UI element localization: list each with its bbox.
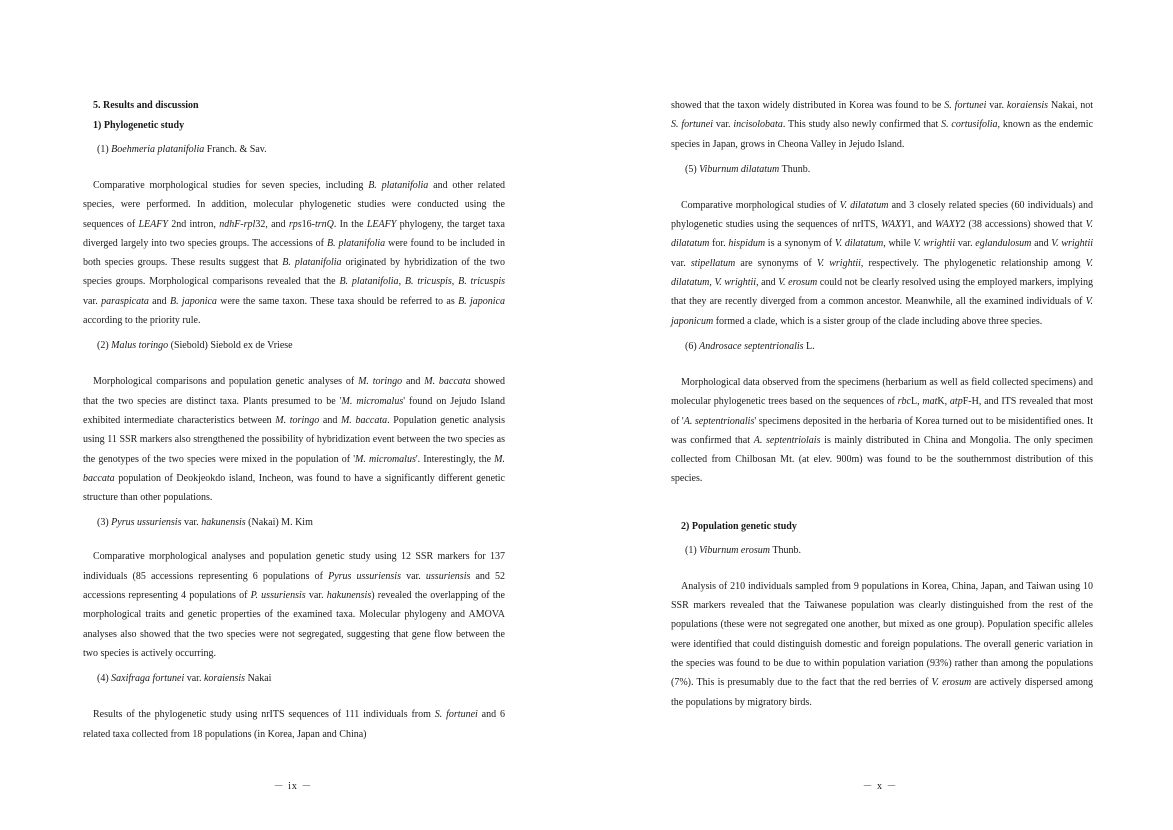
page-number-right: － x －	[862, 781, 898, 792]
item-heading-4: (4) Saxifraga fortunei var. koraiensis Nakai	[97, 673, 272, 685]
item-paragraph-6: Morphological data observed from the specimens (herbarium as well as field collected specimens) and molecular phylogenetic trees based on the sequences of rbcL, matK, atpF-H, and ITS revealed that most of 'A. septentrionalis' specimens deposited in the herbaria of Korea turned out to be misidentified ones. It was confirmed that A. septentriolais is mainly distributed in China and Mongolia. The only specimen collected from Chilbosan Mt. (at elev. 900m) was found to be the southernmost distribution of this species.	[671, 376, 1093, 485]
section-title: 5. Results and discussion	[93, 100, 199, 111]
left-column	[83, 96, 505, 744]
left-page	[0, 0, 586, 830]
item-heading-5: (5) Viburnum dilatatum Thunb.	[685, 163, 811, 175]
item-paragraph-3: Comparative morphological analyses and population genetic study using 12 SSR markers for 137 individuals (85 accessions representing 6 populations of Pyrus ussuriensis var. ussuriensis and 52 accessions representing 4 populations of P. ussuriensis var. hakunensis) revealed the overlapping of the morphological traits and genetic properties of the examined taxa. Molecular phylogeny and AMOVA analyses also showed that the two species were not segregated, suggesting that gene flow between the two species is actively occurring.	[83, 551, 505, 659]
item-heading-6: (6) Androsace septentrionalis L.	[685, 340, 815, 352]
right-column	[671, 96, 1093, 712]
continuation-paragraph: showed that the taxon widely distributed in Korea was found to be S. fortunei var. koraiensis Nakai, not S. fortunei var. incisolobata. This study also newly confirmed that S. cortusifolia, known as the endemic species in Japan, grows in Cheona Valley in Jejudo Island.	[671, 100, 1094, 150]
subsection-title: 1) Phylogenetic study	[93, 120, 185, 131]
item-paragraph-4: Results of the phylogenetic study using nrITS sequences of 111 individuals from S. fortunei and 6 related taxa collected from 18 populations (in Korea, Japan and China)	[83, 709, 505, 740]
item-paragraph-1: Comparative morphological studies for seven species, including B. platanifolia and other related species, were performed. In addition, molecular phylogenetic studies were conducted using the sequences of LEAFY 2nd intron, ndhF-rpl32, and rps16-trnQ. In the LEAFY phylogeny, the target taxa diverged largely into two species groups. The accessions of B. platanifolia were found to be included in both species groups. These results suggest that B. platanifolia originated by hybridization of the two species groups. Morphological comparisons revealed that the B. platanifolia, B. tricuspis, B. tricuspis var. paraspicata and B. japonica were the same taxon. These taxa should be referred to as B. japonica according to the priority rule.	[83, 180, 506, 327]
item-heading-2: (2) Malus toringo (Siebold) Siebold ex de Vriese	[97, 340, 293, 352]
subsection2-title: 2) Population genetic study	[681, 520, 797, 532]
item-heading-1: (1) Boehmeria platanifolia Franch. & Sav.	[97, 144, 267, 155]
item-heading-3: (3) Pyrus ussuriensis var. hakunensis (Nakai) M. Kim	[97, 517, 313, 529]
right-page	[587, 0, 1173, 830]
item-paragraph-2: Morphological comparisons and population genetic analyses of M. toringo and M. baccata showed that the two species are distinct taxa. Plants presumed to be 'M. micromalus' found on Jejudo Island exhibited intermediate characteristics between M. toringo and M. baccata. Population genetic analysis using 11 SSR markers also strengthened the possibility of hybridization event between the two species as the genotypes of the two species were mixed in the population of 'M. micromalus'. Interestingly, the M. baccata population of Deokjeokdo island, Incheon, was found to have a significantly different genetic structure than other populations.	[83, 376, 505, 504]
item-heading-7: (1) Viburnum erosum Thunb.	[685, 544, 801, 556]
page-number-left: － ix －	[273, 781, 313, 792]
item-paragraph-7: Analysis of 210 individuals sampled from 9 populations in Korea, China, Japan, and Taiwan using 10 SSR markers revealed that the Taiwanese population was clearly distinguished from the rest of the populations (these were not segregated one another, but mixed as one group). Population specific alleles were identified that could distinguish domestic and foreign populations. The overall generic variation in the species was found to be due to within population variation (93%) rather than among the populations (7%). This is presumably due to the fact that the red berries of V. erosum are actively dispersed among the populations by migratory birds.	[671, 580, 1093, 708]
item-paragraph-5: Comparative morphological studies of V. dilatatum and 3 closely related species (60 individuals) and phylogenetic studies using the sequences of nrITS, WAXY1, and WAXY2 (38 accessions) showed that V. dilatatum for. hispidum is a synonym of V. dilatatum, while V. wrightii var. eglandulosum and V. wrightii var. stipellatum are synonyms of V. wrightii, respectively. The phylogenetic relationship among V. dilatatum, V. wrightii, and V. erosum could not be clearly resolved using the employed markers, implying that they are recently diverged from a common ancestor. Meanwhile, all the examined individuals of V. japonicum formed a clade, which is a sister group of the clade including above three species.	[671, 199, 1094, 327]
